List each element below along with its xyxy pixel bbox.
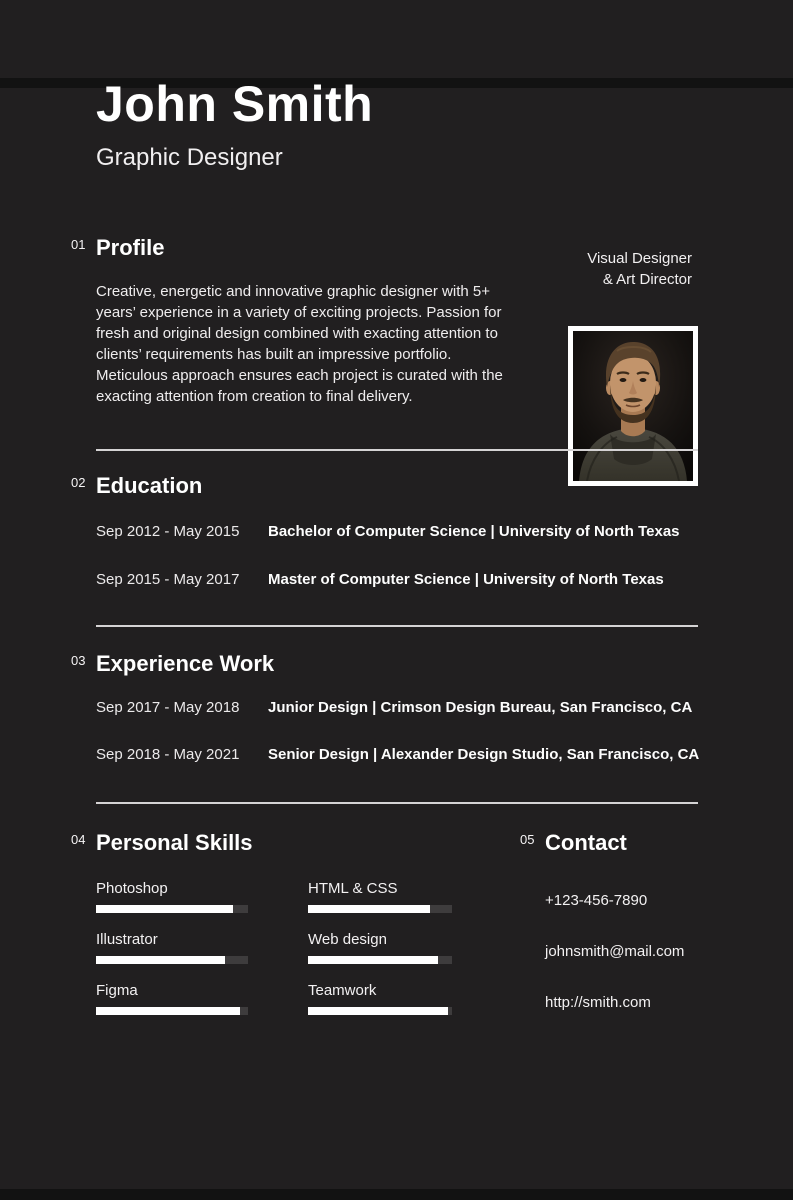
tagline-line1: Visual Designer — [587, 250, 692, 267]
skill-bar-fill — [308, 956, 438, 964]
skill-item — [308, 931, 452, 964]
section-profile — [71, 235, 698, 407]
skill-label: Photoshop — [96, 880, 168, 897]
skill-item — [96, 880, 248, 913]
education-section-title: Education — [96, 473, 203, 498]
skills-section-number: 04 — [71, 832, 86, 847]
profile-text-line: clients’ requirements has built an impressive portfolio. — [96, 346, 452, 363]
education-dates: Sep 2015 - May 2017 — [96, 571, 240, 588]
education-row — [96, 523, 698, 541]
section-divider — [96, 449, 698, 451]
contact-email: johnsmith@mail.com — [545, 943, 685, 960]
experience-detail: Junior Design | Crimson Design Bureau, San Francisco, CA — [268, 699, 693, 716]
skill-label: Illustrator — [96, 931, 158, 948]
education-detail: Bachelor of Computer Science | University of North Texas — [268, 523, 680, 540]
profile-text-line: Meticulous approach ensures each project is curated with the — [96, 367, 503, 384]
person-name: John Smith — [96, 76, 374, 132]
experience-section-number: 03 — [71, 653, 86, 668]
skill-bar-fill — [308, 1007, 448, 1015]
profile-section-number: 01 — [71, 237, 86, 252]
contact-items — [545, 892, 698, 1012]
tagline-line2: & Art Director — [602, 271, 692, 288]
skill-bar-fill — [308, 905, 430, 913]
bottom-edge-bar — [0, 1189, 793, 1200]
experience-row — [96, 699, 698, 717]
education-dates: Sep 2012 - May 2015 — [96, 523, 240, 540]
contact-section-number: 05 — [520, 832, 535, 847]
profile-text-line: Creative, energetic and innovative graphic designer with 5+ — [96, 283, 490, 300]
skills-grid — [96, 880, 452, 1033]
profile-text — [96, 281, 698, 407]
contact-section-title: Contact — [545, 830, 627, 855]
profile-text-line: fresh and original design combined with exacting attention to — [96, 325, 498, 342]
skill-item — [308, 982, 452, 1015]
contact-website: http://smith.com — [545, 994, 651, 1011]
education-detail: Master of Computer Science | University of North Texas — [268, 571, 664, 588]
contact-heading — [520, 830, 698, 856]
profile-text-line: exacting attention from creation to final delivery. — [96, 388, 413, 405]
skill-bar-fill — [96, 905, 233, 913]
skill-bar-track — [308, 905, 452, 913]
experience-detail: Senior Design | Alexander Design Studio, San Francisco, CA — [268, 746, 700, 763]
skill-label: HTML & CSS — [308, 880, 398, 897]
section-divider — [96, 625, 698, 627]
section-experience — [71, 651, 700, 764]
skill-bar-fill — [96, 1007, 240, 1015]
skill-bar-track — [308, 1007, 452, 1015]
skill-bar-track — [308, 956, 452, 964]
skill-bar-track — [96, 1007, 248, 1015]
skill-item — [308, 880, 452, 913]
skill-bar-track — [96, 956, 248, 964]
resume-page — [0, 78, 793, 1200]
education-section-number: 02 — [71, 475, 86, 490]
skills-heading — [71, 830, 452, 856]
section-contact — [520, 830, 698, 1045]
contact-phone: +123-456-7890 — [545, 892, 648, 909]
experience-dates: Sep 2018 - May 2021 — [96, 746, 240, 763]
skill-label: Teamwork — [308, 982, 377, 999]
experience-section-title: Experience Work — [96, 651, 275, 676]
profile-heading — [71, 235, 698, 261]
bottom-section — [71, 830, 698, 1045]
skill-label: Figma — [96, 982, 138, 999]
skill-label: Web design — [308, 931, 387, 948]
experience-row — [96, 746, 698, 764]
skill-item — [96, 931, 248, 964]
profile-text-line: years’ experience in a variety of exciting projects. Passion for — [96, 304, 502, 321]
section-education — [71, 473, 698, 589]
section-divider — [96, 802, 698, 804]
skill-item — [96, 982, 248, 1015]
section-skills — [71, 830, 452, 1045]
skills-section-title: Personal Skills — [96, 830, 253, 855]
skills-column-right — [308, 880, 452, 1033]
education-heading — [71, 473, 698, 499]
experience-heading — [71, 651, 698, 677]
skills-column-left — [96, 880, 248, 1033]
skill-bar-fill — [96, 956, 225, 964]
person-role: Graphic Designer — [96, 144, 283, 171]
education-row — [96, 571, 698, 589]
experience-dates: Sep 2017 - May 2018 — [96, 699, 240, 716]
profile-section-title: Profile — [96, 235, 165, 260]
skill-bar-track — [96, 905, 248, 913]
content-column — [0, 78, 793, 1045]
